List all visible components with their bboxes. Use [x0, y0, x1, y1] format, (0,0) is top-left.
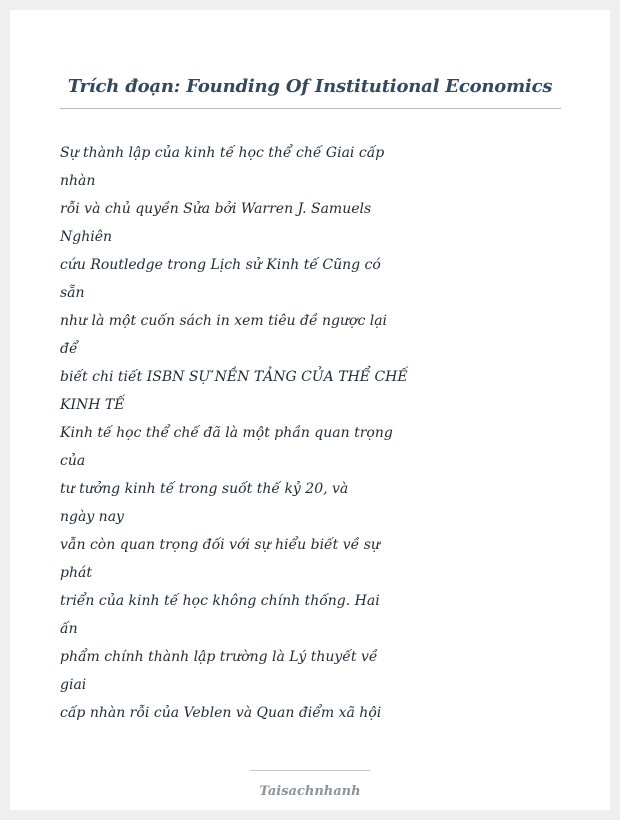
text-line: Nghiên	[60, 229, 113, 245]
text-line: phát	[60, 565, 92, 581]
text-line: rỗi và chủ quyền Sửa bởi Warren J. Samuels	[60, 201, 372, 217]
document-page	[10, 10, 610, 810]
text-line: phẩm chính thành lập trường là Lý thuyết về	[60, 649, 378, 665]
text-line: ngày nay	[60, 509, 124, 525]
text-line: biết chi tiết ISBN SỰ NỀN TẢNG CỦA THỂ CHẾ	[60, 369, 408, 385]
text-line: Kinh tế học thể chế đã là một phần quan trọng	[60, 425, 393, 441]
text-line: cấp nhàn rỗi của Veblen và Quan điểm xã hội	[60, 705, 382, 721]
text-line: Sự thành lập của kinh tế học thể chế Giai cấp	[60, 145, 385, 161]
page-title: Trích đoạn: Founding Of Institutional Economics	[67, 76, 553, 97]
text-line: tư tưởng kinh tế trong suốt thế kỷ 20, và	[60, 481, 349, 497]
title-divider	[60, 108, 561, 109]
text-line: để	[60, 341, 78, 357]
text-line: của	[60, 453, 86, 469]
footer-divider	[250, 770, 370, 771]
text-line: KINH TẾ	[60, 397, 125, 413]
text-line: sẵn	[60, 285, 85, 301]
text-line: vẫn còn quan trọng đối với sự hiểu biết về sự	[60, 537, 380, 553]
text-line: như là một cuốn sách in xem tiêu đề ngược lại	[60, 313, 388, 329]
text-line: ấn	[60, 621, 78, 637]
text-line: cứu Routledge trong Lịch sử Kinh tế Cũng có	[60, 257, 381, 273]
text-line: nhàn	[60, 173, 96, 189]
text-line: triển của kinh tế học không chính thống. Hai	[60, 593, 380, 609]
text-line: giai	[60, 677, 87, 693]
footer-brand: Taisachnhanh	[259, 784, 361, 799]
excerpt-body	[60, 144, 580, 732]
